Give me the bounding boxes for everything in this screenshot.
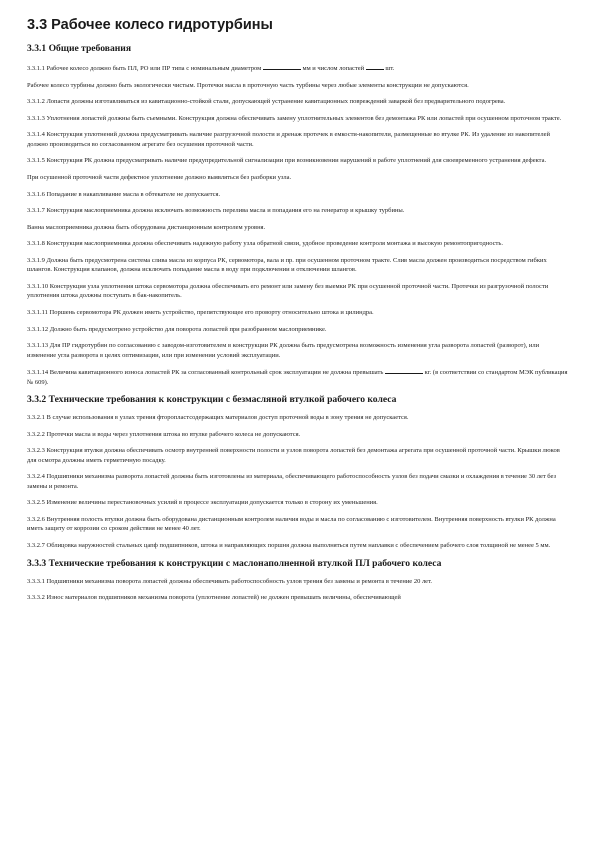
- paragraph: 3.3.1.9 Должна быть предусмотрена система слива масла из корпуса РК, сервомотора, вала и пр. при осушенном проточном тракте. Слив масла должен производиться посредством гибких шлангов. Конструкция клапанов, должна исключать попадание масла в воду при подключении и отключении шлангов.: [27, 256, 547, 274]
- paragraph: 3.3.2.7 Облицовка наружностей стальных цапф подшипников, штока и направляющих поршня должна выполняться путем наплавки с обеспечением рабочего слоя толщиной не менее 5 мм.: [27, 541, 551, 549]
- paragraph-3311-part-c: шт.: [385, 65, 395, 72]
- paragraph: 3.3.1.4 Конструкция уплотнений должна предусматривать наличие разгрузочной полости и дренаж протечек в емкости-накопители, размещенные во втулке РК. Из удаление из накопителей должно производиться во согласованном агрегате без осушения проточной части.: [27, 131, 550, 148]
- section-heading-332: 3.3.2 Технические требования к конструкции с безмасляной втулкой рабочего колеса: [27, 394, 397, 406]
- paragraph: 3.3.1.3 Уплотнения лопастей должны быть съемными. Конструкция должна обеспечивать замену уплотнительных элементов без демонтажа РК или лопастей при осушенном проточном тракте.: [27, 114, 562, 122]
- paragraph: При осушенной проточной части дефектное уплотнение должно выявляться без разборки узла.: [27, 173, 292, 181]
- paragraph: 3.3.1.13 Для ПР гидротурбин по согласованию с заводом-изготовителем в конструкции РК должна быть предусмотрена возможность изменения угла разворота лопастей (разворот), или изменение угла разворота в целях оптимизации, или при изменении условий эксплуатации.: [27, 342, 540, 359]
- paragraph: 3.3.2.4 Подшипники механизма разворота лопастей должны быть изготовлены из материала, обеспечивающего работоспособность узлов без подачи смазки и охлаждения в течение 30 лет без замены и ремонта.: [27, 473, 557, 490]
- paragraph: 3.3.1.12 Должно быть предусмотрено устройство для поворота лопастей при разобранном маслоприемнике.: [27, 325, 327, 333]
- paragraph: 3.3.2.3 Конструкция втулки должна обеспечивать осмотр внутренней поверхности полости и узлов поворота лопастей без демонтажа агрегата при осушенной проточной части. Крышки люков для осмотра должны иметь герметичную посадку.: [27, 447, 560, 464]
- fill-blank-blade-count: [366, 63, 384, 70]
- paragraph: Рабочее колесо турбины должно быть экологически чистым. Протечки масла в проточную часть турбины через любые элементы конструкции не допускаются.: [27, 81, 469, 89]
- paragraph-33114: [27, 367, 568, 387]
- paragraph: 3.3.2.6 Внутренняя полость втулки должна быть оборудована дистанционным контролем наличия воды и масла по согласованию с изготовителем. Внутренняя поверхность втулки РК должна иметь защиту от коррозии со сроком действия не менее 40 лет.: [27, 515, 556, 533]
- paragraph-3311-part-a: 3.3.1.1 Рабочее колесо должно быть ПЛ, РО или ПР типа с номинальным диаметром: [27, 65, 262, 72]
- paragraph: 3.3.1.7 Конструкция маслоприемника должна исключать возможность перелива масла и попадания его на генератор и крышку турбины.: [27, 207, 405, 215]
- fill-blank-diameter: [263, 63, 301, 70]
- paragraph: 3.3.1.2 Лопасти должны изготавливаться из кавитационно-стойкой стали, допускающей устранение кавитационных повреждений заваркой без предварительного подогрева.: [27, 98, 506, 106]
- paragraph: 3.3.1.10 Конструкция узла уплотнения штока сервомотора должна обеспечивать его ремонт или замену без выемки РК при осушенной проточной части. Протечки из разгрузочной полости уплотнения штока должны поступать в бак-накопитель.: [27, 282, 549, 300]
- paragraph-33114-part-b: кг. (в соответствии со стандартом МЭК публикация № 609).: [27, 369, 568, 386]
- document-title: 3.3 Рабочее колесо гидротурбины: [27, 17, 273, 33]
- paragraph: 3.3.1.11 Поршень сервомотора РК должен иметь устройство, препятствующее его проворту относительно штока и цилиндра.: [27, 308, 374, 316]
- paragraph: 3.3.3.2 Износ материалов подшипников механизма поворота (уплотнение лопастей) не должен превышать величины, обеспечивающей: [27, 594, 401, 602]
- fill-blank-cavitation-wear: [385, 367, 423, 374]
- paragraph-33114-part-a: 3.3.1.14 Величина кавитационного износа лопастей РК за согласованный контрольный срок эксплуатации не должна превышать: [27, 369, 384, 377]
- paragraph: 3.3.1.5 Конструкция РК должна предусматривать наличие предупредительной сигнализации при возникновении нарушений в работе уплотнений для своевременного устранения дефекта.: [27, 157, 547, 165]
- paragraph: 3.3.1.6 Попадание в накапливание масла в обтекателе не допускается.: [27, 190, 221, 198]
- paragraph: 3.3.3.1 Подшипники механизма поворота лопастей должны обеспечивать работоспособность узлов трения без замены и ремонта в течение 20 лет.: [27, 577, 433, 585]
- paragraph: 3.3.2.1 В случае использования в узлах трения фторопластсодержащих материалов доступ проточной воды в зону трения не допускается.: [27, 414, 409, 422]
- section-heading-333: 3.3.3 Технические требования к конструкции с маслонаполненной втулкой ПЛ рабочего колеса: [27, 557, 442, 569]
- paragraph: 3.3.2.2 Протечки масла и воды через уплотнения штока во втулке рабочего колеса не допускаются.: [27, 430, 301, 438]
- paragraph: 3.3.2.5 Изменение величины перестановочных усилий в процессе эксплуатации допускается только в сторону их уменьшения.: [27, 499, 378, 507]
- paragraph-3311: [27, 63, 568, 73]
- section-heading-331: 3.3.1 Общие требования: [27, 43, 132, 54]
- paragraph-3311-part-b: мм и числом лопастей: [302, 65, 365, 72]
- paragraph: 3.3.1.8 Конструкция маслоприемника должна обеспечивать надежную работу узла обратной связи, удобное проведение контроля монтажа и высокую ремонтопригодность.: [27, 240, 503, 248]
- paragraph: Ванна маслоприемника должна быть оборудована дистанционным контролем уровня.: [27, 223, 266, 231]
